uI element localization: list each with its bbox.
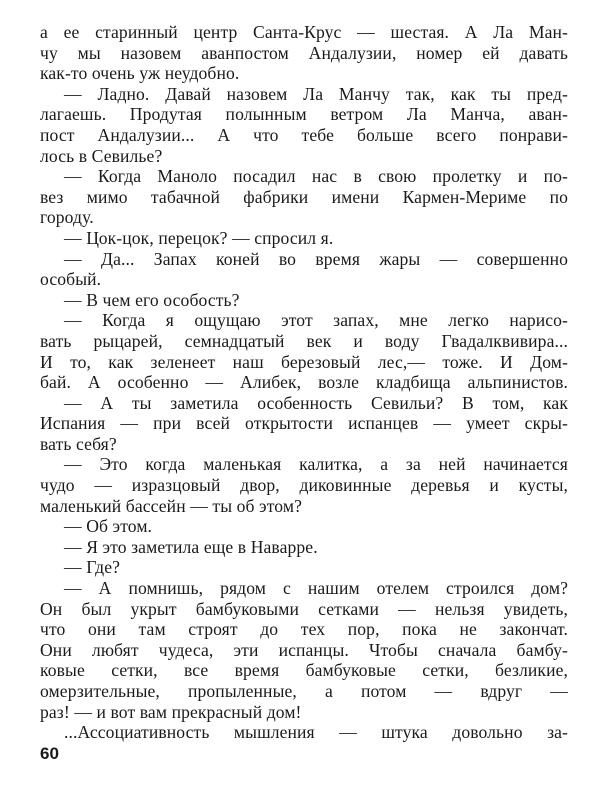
- text-line: — А ты заметила особенность Севильи? В том, как: [64, 392, 568, 413]
- text-line: вать рыцарей, семнадцатый век и воду Гвадалквивира...: [40, 330, 568, 351]
- text-line: — Цок-цок, перецок? — спросил я.: [64, 227, 334, 248]
- text-line: Они любят чудеса, эти испанцы. Чтобы сначала бамбу-: [40, 639, 568, 660]
- text-line: особый.: [40, 269, 102, 290]
- text-line: раз! — и вот вам прекрасный дом!: [40, 701, 302, 722]
- text-line: — Я это заметила еще в Наварре.: [64, 536, 318, 557]
- text-line: что они там строят до тех пор, пока не закончат.: [40, 619, 568, 640]
- text-line: городу.: [40, 207, 94, 228]
- text-line: — Это когда маленькая калитка, а за ней начинается: [64, 454, 568, 475]
- text-line: — А помнишь, рядом с нашим отелем строился дом?: [64, 578, 568, 599]
- text-line: — Где?: [64, 557, 121, 578]
- text-line: — В чем его особость?: [64, 289, 240, 310]
- text-line: ковые сетки, все время бамбуковые сетки, безликие,: [40, 660, 568, 681]
- text-line: — Когда Маноло посадил нас в свою пролетку и по-: [64, 166, 568, 187]
- text-line: омерзительные, пропыленные, а потом — вдруг —: [40, 681, 568, 701]
- text-line: И то, как зеленеет наш березовый лес,— тоже. И Дом-: [40, 351, 568, 372]
- text-line: маленький бассейн — ты об этом?: [40, 495, 302, 516]
- text-line: чудо — изразцовый двор, диковинные деревья и кусты,: [40, 475, 568, 496]
- text-line: — Об этом.: [64, 516, 153, 537]
- text-line: Испания — при всей открытости испанцев — умеет скры-: [40, 413, 568, 434]
- page-number: 60: [40, 744, 59, 763]
- text-line: чу мы назовем аванпостом Андалузии, номер ей давать: [40, 42, 568, 63]
- text-line: пост Андалузии... А что тебе больше всего понрави-: [40, 124, 568, 145]
- text-line: — Да... Запах коней во время жары — совершенно: [64, 248, 568, 269]
- text-line: а ее старинный центр Санта-Крус — шестая. А Ла Ман-: [40, 22, 568, 42]
- page-text: [40, 22, 568, 743]
- text-line: лагаешь. Продутая полынным ветром Ла Манча, аван-: [40, 104, 568, 125]
- text-line: вать себя?: [40, 433, 117, 454]
- text-line: — Ладно. Давай назовем Ла Манчу так, как ты пред-: [64, 83, 568, 104]
- text-line: — Когда я ощущаю этот запах, мне легко нарисо-: [64, 310, 568, 331]
- text-line: лось в Севилье?: [40, 145, 163, 166]
- text-line: ...Ассоциативность мышления — штука довольно за-: [64, 722, 568, 743]
- text-line: вез мимо табачной фабрики имени Кармен-Мериме по: [40, 186, 568, 207]
- text-line: как-то очень уж неудобно.: [40, 63, 240, 84]
- text-line: Он был укрыт бамбуковыми сетками — нельзя увидеть,: [40, 598, 568, 619]
- text-line: бай. А особенно — Алибек, возле кладбища альпинистов.: [40, 372, 568, 393]
